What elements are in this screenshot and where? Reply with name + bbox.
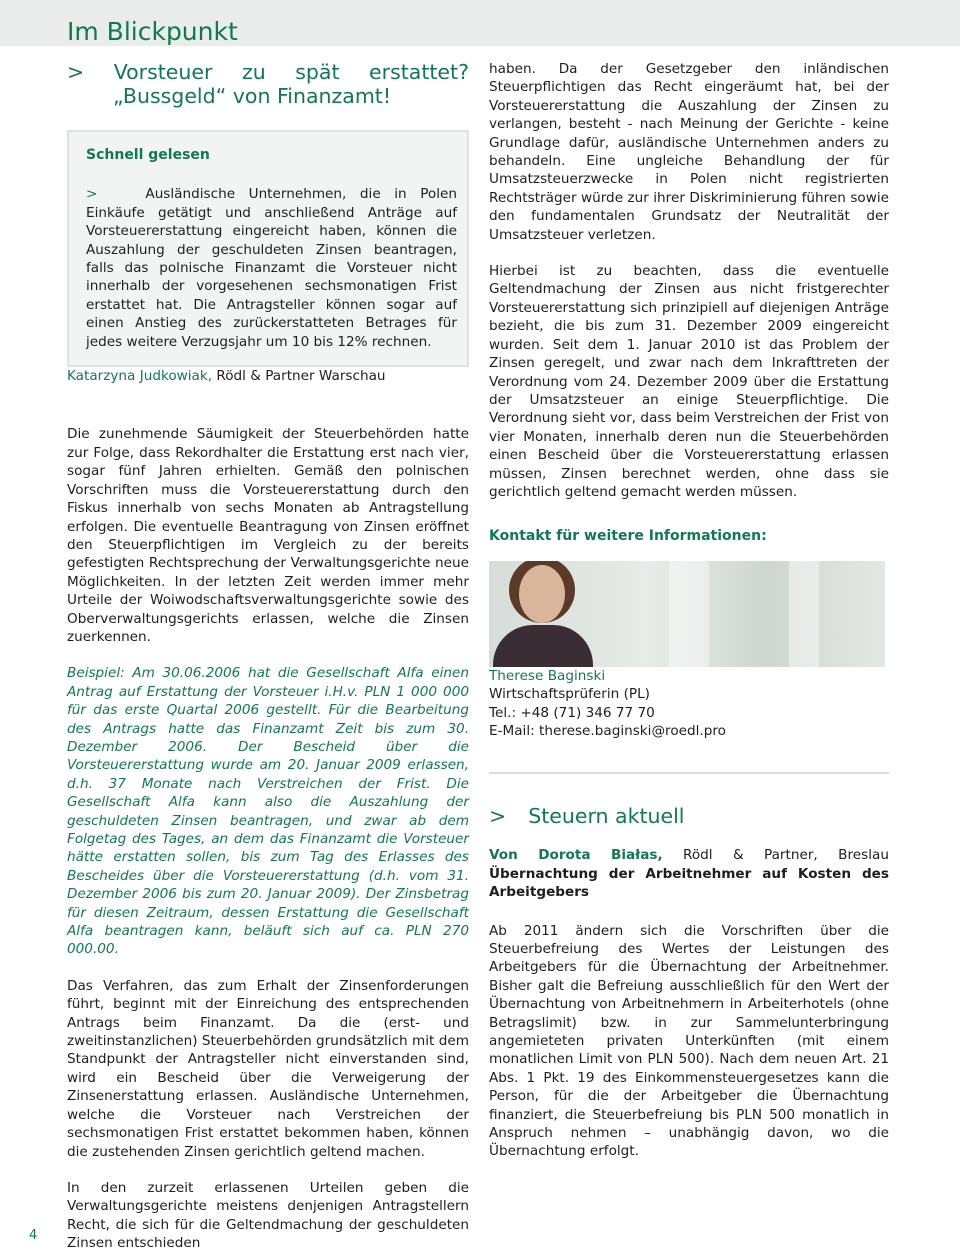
summary-text [86, 185, 457, 351]
right-column [489, 60, 889, 1161]
photo-body [493, 625, 593, 667]
divider [489, 772, 889, 774]
byline-word: Partner, [764, 847, 818, 864]
contact-photo [489, 561, 885, 667]
body-paragraph: Das Verfahren, das zum Erhalt der Zinsenforderungen führt, beginnt mit der Einreichung des entsprechenden Antrags beim Finanzamt. Da die (erst- und zweitinstanzlichen) Steuerbehörden grundsätzlich mit dem Standpunkt der Antragsteller nicht einverstanden sind, wird ein Bescheid über die Verweigerung der Zinsenerstattung erlassen. Ausländische Unternehmen, welche die Vorsteuer nach Verstreichen der sechsmonatigen Frist erstattet bekommen haben, können die zustehenden Zinsen gerichtlich geltend machen. [67, 977, 469, 1160]
contact-email: E-Mail: therese.baginski@roedl.pro [489, 722, 726, 739]
photo-background [789, 561, 819, 667]
article-title [67, 60, 469, 108]
left-column [67, 60, 469, 1253]
section-title-text: Steuern aktuell [528, 804, 685, 829]
body-paragraph: Die zunehmende Säumigkeit der Steuerbehörden hatte zur Folge, dass Rekordhalter die Erstattung erst nach vier, sogar fünf Jahren erhielten. Gemäß den polnischen Vorschriften muss die Vorsteuererstattung durch den Fiskus innerhalb von sechs Monaten ab Antragstellung erfolgen. Die eventuelle Beantragung von Zinsen eröffnet den Steuerpflichtigen im Vergleich zu der bereits gefestigten Rechtsprechung der Verwaltungsgerichte neue Möglichkeiten. In der letzten Zeit werden immer mehr Urteile der Woiwodschaftsverwaltungsgerichte sowie des Oberverwaltungsgerichts erlassen, welche die Zinsen zuerkennen. [67, 426, 469, 645]
contact-name: Therese Baginski [489, 667, 606, 684]
page-title: Im Blickpunkt [67, 16, 238, 46]
article-title-line2: „Bussgeld“ von Finanzamt! [113, 84, 392, 108]
title-word: zu [241, 60, 266, 84]
example-paragraph: Beispiel: Am 30.06.2006 hat die Gesellschaft Alfa einen Antrag auf Erstattung der Vorsteuer i.H.v. PLN 1 000 000 für das erste Quartal 2006 gestellt. Für die Bearbeitung des Antrags hatte das Finanzamt Zeit bis zum 30. Dezember 2006. Der Bescheid über die Vorsteuererstattung wurde am 20. Januar 2009 erlassen, d.h. 37 Monate nach Verstreichen der Frist. Die Gesellschaft Alfa kann also die Auszahlung der geschuldeten Zinsen beantragen, und zwar ab dem Folgetag des Tages, an dem das Finanzamt die Vorsteuer hätte erstatten sollen, bis zum Tag des Erlasses des Bescheides über die Vorsteuererstattung (d.h. vom 31. Dezember 2006 bis zum 20. Januar 2009). Der Zinsbetrag für diesen Zeitraum, dessen Erstattung die Gesellschaft Alfa beantragen kann, beläuft sich auf ca. PLN 270 000.00. [67, 665, 469, 958]
section-text: Ab 2011 ändern sich die Vorschriften über die Steuerbefreiung des Wertes der Leistungen des Arbeitgebers für die Übernachtung der Arbeitnehmer. Bisher galt die Befreiung ausschließlich für den Wert der Übernachtung von Arbeitnehmern in Arbeiterhotels (ohne Betragslimit) bzw. in zur Sammelunterbringung angemieteten privaten Unterkünften (mit einem monatlichen Limit von PLN 500). Nach dem neuen Art. 21 Abs. 1 Pkt. 19 des Einkommensteuergesetzes kann die Person, für die der Arbeitgeber die Übernachtung finanziert, die Steuerbefreiung bis PLN 500 monatlich in Anspruch nehmen – unabhängig davon, wo die Übernachtung erfolgt. [489, 922, 889, 1160]
arrow-icon: > [489, 804, 507, 829]
author-name: Katarzyna Judkowiak, [67, 368, 213, 385]
contact-phone: Tel.: +48 (71) 346 77 70 [489, 704, 655, 721]
summary-box [67, 130, 469, 367]
body-paragraph: haben. Da der Gesetzgeber den inländischen Steuerpflichtigen das Recht eingeräumt hat, bei der Vorsteuererstattung die Auszahlung der Zinsen zu verlangen, besteht - nach Meinung der Gerichte - keine Grundlage dafür, ausländische Unternehmen anders zu behandeln. Eine ungleiche Behandlung der für Umsatzsteuerzwecke in Polen nicht registrierten Rechtsträger würde zur ihrer Diskriminierung führen sowie den fundamentalen Grundsatz der Neutralität der Umsatzsteuer verletzen. [489, 61, 889, 243]
summary-body: Ausländische Unternehmen, die in Polen Einkäufe getätigt und anschließend Anträge auf Vorsteuererstattung eingereicht haben, können die Auszahlung der geschuldeten Zinsen beantragen, falls das polnische Finanzamt die Vorsteuer nicht innerhalb der vorgesehenen sechsmonatigen Frist erstattet hat. Die Antragsteller können sogar auf einen Anstieg des zurückerstatteten Betrages für jedes weitere Verzugsjahr um 10 bis 12% rechnen. [86, 186, 457, 350]
article-title-line1 [67, 60, 469, 84]
section-subhead: Übernachtung der Arbeitnehmer auf Kosten des Arbeitgebers [489, 865, 889, 901]
byline-word: & [733, 847, 744, 864]
summary-title: Schnell gelesen [86, 147, 210, 163]
title-word: spät [295, 60, 340, 84]
arrow-icon: > [86, 186, 98, 203]
byline-word: Dorota [538, 847, 591, 864]
byline-word: Breslau [838, 847, 889, 864]
contact-role: Wirtschaftsprüferin (PL) [489, 686, 650, 703]
author-firm: Rödl & Partner Warschau [212, 368, 386, 385]
body-paragraph: In den zurzeit erlassenen Urteilen geben die Verwaltungsgerichte meistens denjenigen Antragstellern Recht, die sich für die Geltendmachung der geschuldeten Zinsen entschieden [67, 1179, 469, 1252]
byline-word: Von [489, 847, 518, 864]
title-word: Vorsteuer [113, 60, 213, 84]
photo-background [669, 561, 709, 667]
body-paragraph: Hierbei ist zu beachten, dass die eventuelle Geltendmachung der Zinsen aus nicht fristgerechter Vorsteuererstattung sich prinzipiell auf diejenigen Anträge bezieht, die bis zum 31. Dezember 2009 eingereicht wurden. Seit dem 1. Januar 2010 ist das Problem der Zinsen geregelt, und zwar nach dem Inkrafttreten der Verordnung vom 24. Dezember 2009 über die Erstattung der Umsatzsteuer an einige Steuerpflichtige. Die Verordnung sieht vor, dass beim Verstreichen der Frist von vier Monaten, innerhalb deren nun die Steuerbehörden einen Bescheid über die Vorsteuererstattung erlassen müssen, Zinsen berechnet werden, ohne dass sie gerichtlich geltend gemacht werden müssen. [489, 263, 889, 500]
section-byline [489, 846, 889, 864]
byline-word: Rödl [683, 847, 713, 864]
byline-word: Białas, [610, 847, 663, 864]
photo-face [519, 565, 565, 623]
title-word: erstattet? [369, 60, 469, 84]
contact-heading: Kontakt für weitere Informationen: [489, 528, 767, 545]
arrow-icon: > [67, 60, 85, 84]
section-title [489, 804, 889, 828]
page-number: 4 [29, 1228, 38, 1243]
article-author [67, 367, 469, 385]
